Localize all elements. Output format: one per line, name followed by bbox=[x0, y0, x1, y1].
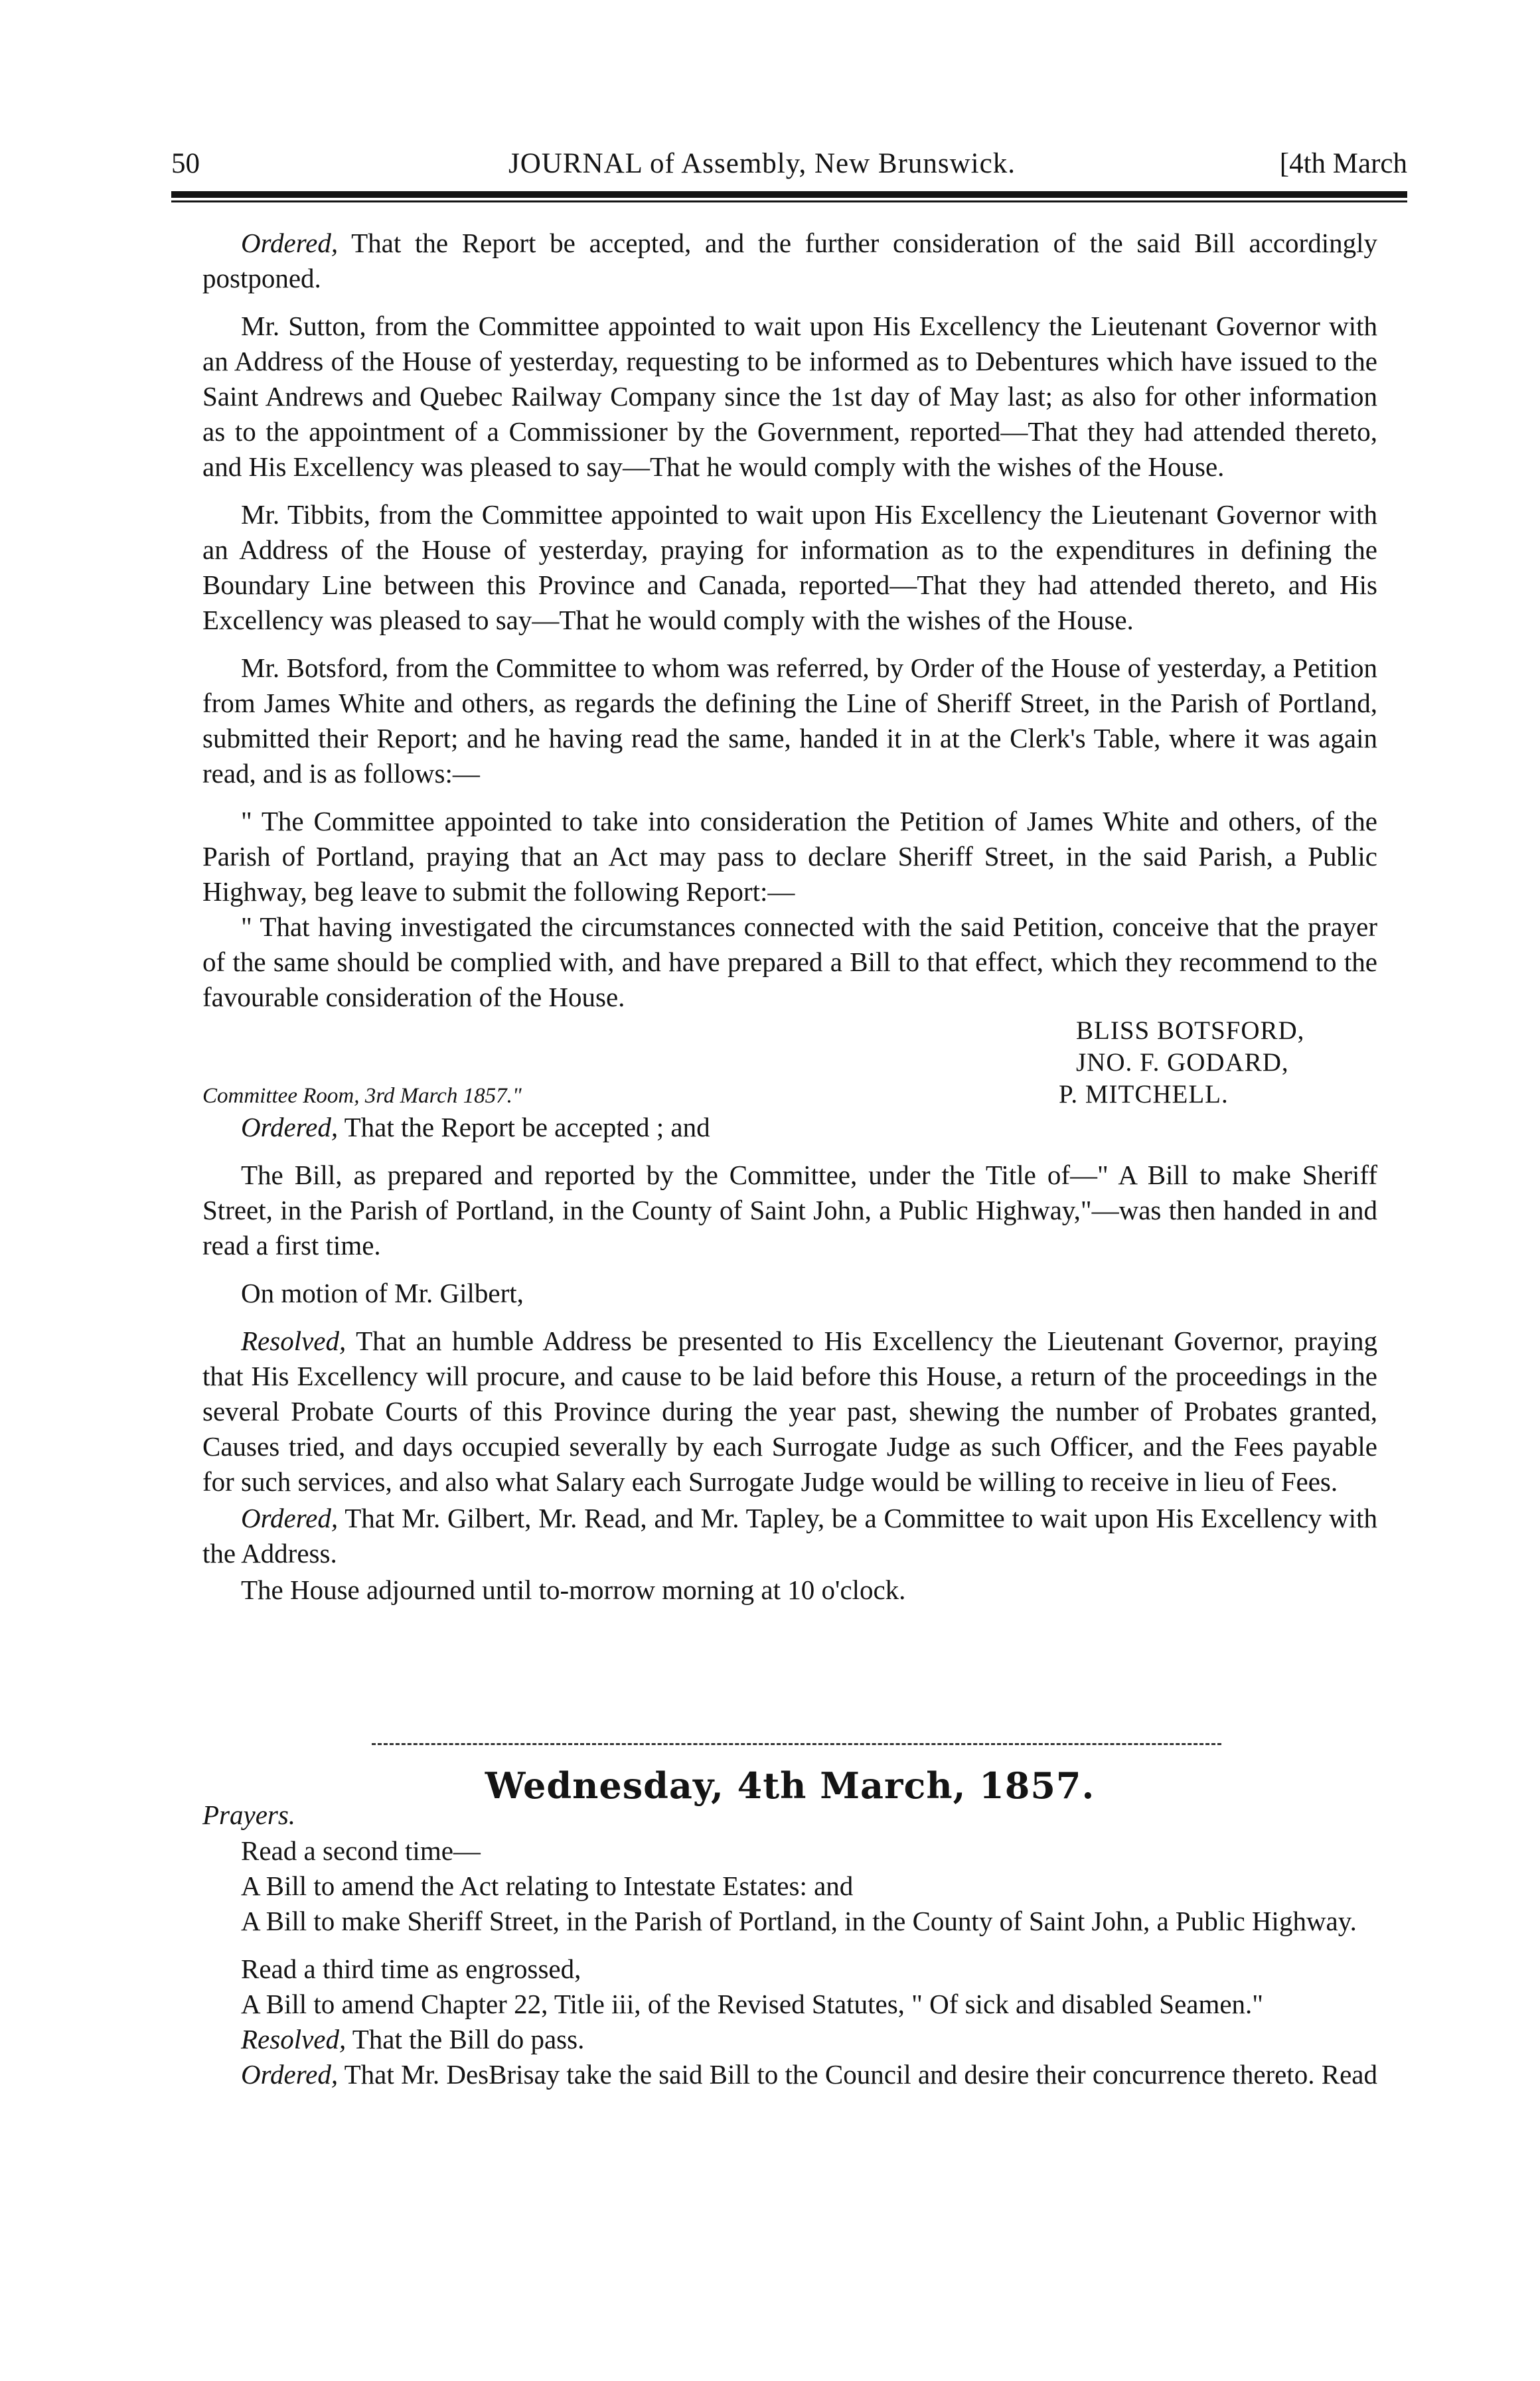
date-heading: Wednesday, 4th March, 1857. bbox=[485, 1764, 1095, 1807]
ordered-lead: Ordered, bbox=[241, 1503, 339, 1533]
ordered-text: That the Report be accepted ; and bbox=[338, 1112, 710, 1142]
resolved-lead: Resolved, bbox=[241, 2024, 346, 2054]
wednesday-proceedings bbox=[202, 1833, 1377, 2092]
header-rule-thin bbox=[171, 200, 1407, 202]
ordered-text: That the Report be accepted, and the further consideration of the said Bill accordingly postponed. bbox=[202, 228, 1377, 293]
proceedings-body bbox=[202, 226, 1377, 1620]
running-date: [4th March bbox=[1279, 148, 1407, 179]
paragraph-ordered-committee bbox=[202, 1501, 1377, 1571]
signatory: JNO. F. GODARD, bbox=[1076, 1048, 1289, 1077]
ordered-lead: Ordered, bbox=[241, 2059, 339, 2090]
bill-sheriff-street: A Bill to make Sheriff Street, in the Parish of Portland, in the County of Saint John, a Public Highway. bbox=[241, 1906, 1357, 1936]
paragraph-ordered-accepted bbox=[202, 1110, 1377, 1145]
ordered-lead: Ordered, bbox=[241, 228, 339, 258]
resolved-text: That an humble Address be presented to His Excellency the Lieutenant Governor, praying that His Excellency will procure, and cause to be laid before this House, a return of the proceedings in the several Probate Courts of this Province during the year past, shewing the number of Probates granted, Causes tried, and days occupied severally by each Surrogate Judge as such Officer, and the Fees payable for such services, and also what Salary each Surrogate Judge would be willing to receive in lieu of Fees. bbox=[202, 1326, 1377, 1497]
section-divider bbox=[372, 1743, 1221, 1745]
signatory: P. MITCHELL. bbox=[1059, 1080, 1229, 1109]
paragraph-adjourned: The House adjourned until to-morrow morning at 10 o'clock. bbox=[241, 1575, 906, 1605]
bill-intestate-estates: A Bill to amend the Act relating to Intestate Estates: and bbox=[241, 1871, 854, 1901]
paragraph-committee-report: " The Committee appointed to take into consideration the Petition of James White and others, of the Parish of Portland, praying that an Act may pass to declare Sheriff Street, in the said Parish, a Public Highway, beg leave to submit the following Report:— bbox=[202, 806, 1377, 907]
resolved-text: That the Bill do pass. bbox=[346, 2024, 585, 2054]
prayers-label: Prayers. bbox=[202, 1800, 296, 1830]
bill-disabled-seamen: A Bill to amend Chapter 22, Title iii, of the Revised Statutes, " Of sick and disabled Seamen." bbox=[241, 1989, 1264, 2019]
read-third-time: Read a third time as engrossed, bbox=[241, 1954, 581, 1984]
header-rule-thick bbox=[171, 191, 1407, 198]
catchword: Read bbox=[1321, 2059, 1377, 2090]
read-second-time: Read a second time— bbox=[241, 1835, 481, 1866]
resolved-pass bbox=[202, 2022, 1377, 2057]
paragraph-tibbits: Mr. Tibbits, from the Committee appointed to wait upon His Excellency the Lieutenant Governor with an Address of the House of yesterday, praying for information as to the expenditures in defining the Boundary Line between this Province and Canada, reported—That they had attended thereto, and His Excellency was pleased to say—That he would comply with the wishes of the House. bbox=[202, 499, 1377, 635]
paragraph-having-investigated: " That having investigated the circumstances connected with the said Petition, conceive that the prayer of the same should be complied with, and have prepared a Bill to that effect, which they recommend to the favourable consideration of the House. bbox=[202, 911, 1377, 1012]
committee-room-date: Committee Room, 3rd March 1857." bbox=[202, 1084, 522, 1108]
signatory: BLISS BOTSFORD, bbox=[1076, 1016, 1305, 1045]
signature-block bbox=[202, 1015, 1377, 1110]
ordered-text: That Mr. DesBrisay take the said Bill to the Council and desire their concurrence thereto. bbox=[338, 2059, 1315, 2090]
page-header bbox=[171, 147, 1407, 187]
paragraph-ordered-postponed bbox=[202, 226, 1377, 296]
paragraph-bill-first-reading: The Bill, as prepared and reported by the Committee, under the Title of—" A Bill to make Sheriff Street, in the Parish of Portland, in the County of Saint John, a Public Highway,"—was then handed in and read a first time. bbox=[202, 1160, 1377, 1261]
page-number: 50 bbox=[171, 148, 200, 179]
ordered-text: That Mr. Gilbert, Mr. Read, and Mr. Tapley, be a Committee to wait upon His Excellency with the Address. bbox=[202, 1503, 1377, 1569]
signatory-list bbox=[1059, 1015, 1377, 1111]
ordered-lead: Ordered, bbox=[241, 1112, 339, 1142]
paragraph-resolved-address bbox=[202, 1324, 1377, 1499]
ordered-desbrisay bbox=[202, 2057, 1377, 2092]
resolved-lead: Resolved, bbox=[241, 1326, 346, 1356]
paragraph-sutton: Mr. Sutton, from the Committee appointed to wait upon His Excellency the Lieutenant Governor with an Address of the House of yesterday, requesting to be informed as to Debentures which have issued to the Saint Andrews and Quebec Railway Company since the 1st day of May last; as also for other information as to the appointment of a Commissioner by the Government, reported—That they had attended thereto, and His Excellency was pleased to say—That he would comply with the wishes of the House. bbox=[202, 311, 1377, 482]
running-title: JOURNAL of Assembly, New Brunswick. bbox=[508, 148, 1016, 179]
paragraph-botsford: Mr. Botsford, from the Committee to whom was referred, by Order of the House of yesterday, a Petition from James White and others, as regards the defining the Line of Sheriff Street, in the Parish of Portland, submitted their Report; and he having read the same, handed it in at the Clerk's Table, where it was again read, and is as follows:— bbox=[202, 653, 1377, 789]
paragraph-motion-gilbert: On motion of Mr. Gilbert, bbox=[241, 1278, 524, 1308]
